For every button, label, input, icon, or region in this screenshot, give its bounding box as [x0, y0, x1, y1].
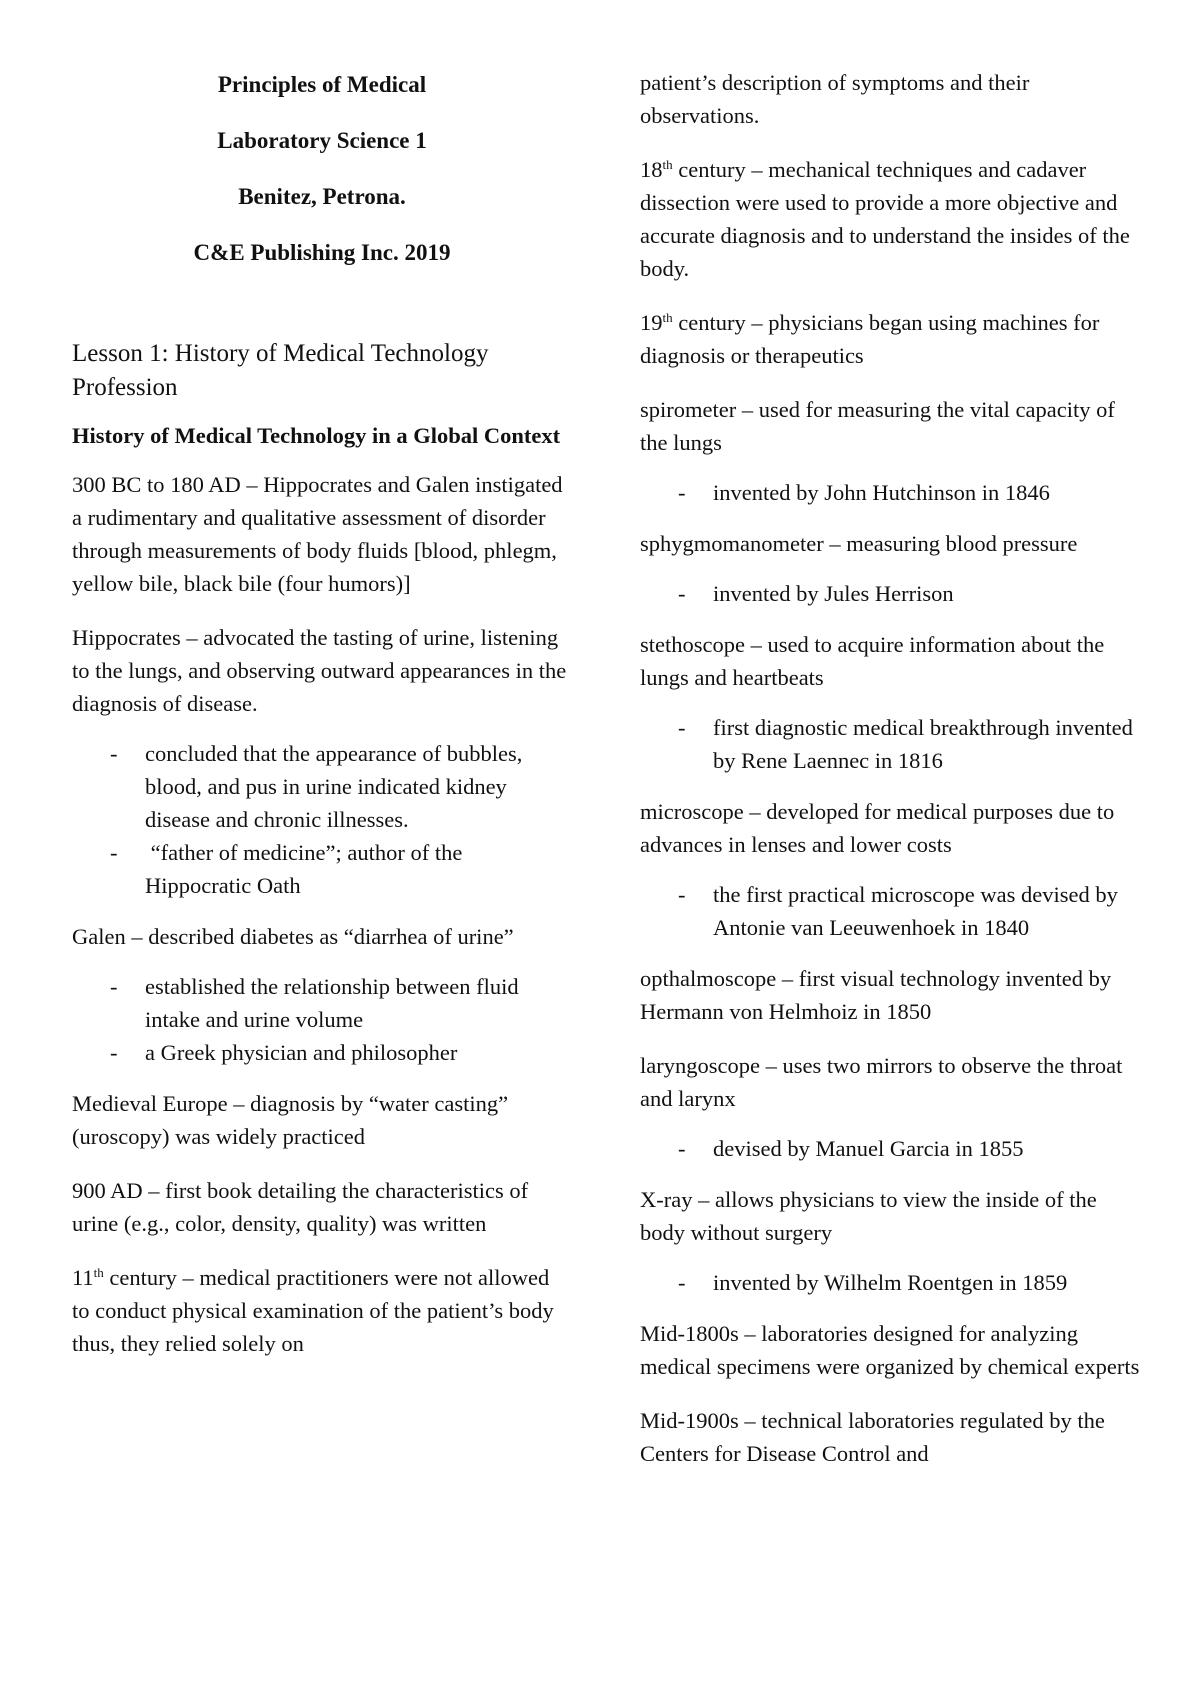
microscope-bullet-list	[640, 878, 1140, 944]
bullet-marker: -	[110, 1040, 118, 1065]
paragraph-19th-century	[640, 306, 1140, 372]
laryngoscope-bullet-list	[640, 1132, 1140, 1165]
century-number: 19	[640, 310, 663, 335]
paragraph-medieval: Medieval Europe – diagnosis by “water casting” (uroscopy) was widely practiced	[72, 1091, 509, 1149]
list-item	[640, 476, 1140, 509]
list-item	[640, 711, 1140, 777]
list-item-text: invented by John Hutchinson in 1846	[713, 480, 1050, 505]
paragraph-laryngoscope: laryngoscope – uses two mirrors to observe the throat and larynx	[640, 1053, 1123, 1111]
list-item-text: invented by Jules Herrison	[713, 581, 954, 606]
paragraph-sphygmomanometer: sphygmomanometer – measuring blood pressure	[640, 531, 1078, 556]
bullet-marker: -	[678, 581, 686, 606]
paragraph-300bc: 300 BC to 180 AD – Hippocrates and Galen instigated a rudimentary and qualitative assessment of disorder through measurements of body fluids [blood, phlegm, yellow bile, black bile (four humors)]	[72, 472, 563, 596]
spirometer-bullet-list	[640, 476, 1140, 509]
paragraph-galen: Galen – described diabetes as “diarrhea of urine”	[72, 924, 514, 949]
bullet-marker: -	[678, 1136, 686, 1161]
bullet-marker: -	[110, 741, 118, 766]
list-item	[640, 1132, 1140, 1165]
list-item-text: concluded that the appearance of bubbles, blood, and pus in urine indicated kidney disease and chronic illnesses.	[145, 741, 523, 832]
bullet-marker: -	[110, 974, 118, 999]
paragraph-text: century – mechanical techniques and cadaver dissection were used to provide a more objective and accurate diagnosis and to understand the insides of the body.	[640, 157, 1130, 281]
paragraph-opthalmoscope: opthalmoscope – first visual technology invented by Hermann von Helmhoiz in 1850	[640, 966, 1112, 1024]
bullet-marker: -	[678, 882, 686, 907]
paragraph-xray: X-ray – allows physicians to view the inside of the body without surgery	[640, 1187, 1097, 1245]
list-item	[640, 577, 1140, 610]
century-number: 18	[640, 157, 663, 182]
section-heading: History of Medical Technology in a Global Context	[72, 423, 561, 448]
title-line: C&E Publishing Inc. 2019	[193, 240, 451, 265]
paragraph-mid-1900s: Mid-1900s – technical laboratories regulated by the Centers for Disease Control and	[640, 1408, 1105, 1466]
document-title	[72, 68, 572, 269]
ordinal-superscript: th	[662, 310, 673, 325]
right-column	[640, 68, 1140, 1491]
title-line: Benitez, Petrona.	[238, 184, 406, 209]
stethoscope-bullet-list	[640, 711, 1140, 777]
paragraph-text: century – medical practitioners were not allowed to conduct physical examination of the patient’s body thus, they relied solely on	[72, 1265, 554, 1356]
list-item	[72, 1036, 572, 1069]
paragraph-hippocrates: Hippocrates – advocated the tasting of urine, listening to the lungs, and observing outward appearances in the diagnosis of disease.	[72, 625, 567, 716]
ordinal-superscript: th	[662, 157, 673, 172]
list-item	[72, 737, 572, 836]
paragraph-stethoscope: stethoscope – used to acquire information about the lungs and heartbeats	[640, 632, 1105, 690]
ordinal-superscript: th	[93, 1265, 104, 1280]
list-item-text: first diagnostic medical breakthrough invented by Rene Laennec in 1816	[713, 715, 1133, 773]
list-item	[640, 878, 1140, 944]
left-column	[72, 68, 572, 1381]
list-item	[640, 1266, 1140, 1299]
paragraph-mid-1800s: Mid-1800s – laboratories designed for analyzing medical specimens were organized by chemical experts	[640, 1321, 1140, 1379]
list-item-text: devised by Manuel Garcia in 1855	[713, 1136, 1024, 1161]
paragraph-spirometer: spirometer – used for measuring the vital capacity of the lungs	[640, 397, 1115, 455]
lesson-title: Lesson 1: History of Medical Technology Profession	[72, 340, 489, 401]
list-item-text: invented by Wilhelm Roentgen in 1859	[713, 1270, 1068, 1295]
galen-bullet-list	[72, 970, 572, 1069]
xray-bullet-list	[640, 1266, 1140, 1299]
hippocrates-bullet-list	[72, 737, 572, 902]
list-item	[72, 836, 572, 902]
paragraph-900ad: 900 AD – first book detailing the characteristics of urine (e.g., color, density, quality) was written	[72, 1178, 529, 1236]
paragraph-microscope: microscope – developed for medical purposes due to advances in lenses and lower costs	[640, 799, 1115, 857]
list-item-text: established the relationship between fluid intake and urine volume	[145, 974, 519, 1032]
sphygmomanometer-bullet-list	[640, 577, 1140, 610]
paragraph-18th-century	[640, 153, 1140, 285]
century-number: 11	[72, 1265, 94, 1290]
list-item	[72, 970, 572, 1036]
bullet-marker: -	[110, 840, 118, 865]
list-item-text: a Greek physician and philosopher	[145, 1040, 458, 1065]
title-line: Laboratory Science 1	[217, 128, 427, 153]
bullet-marker: -	[678, 480, 686, 505]
bullet-marker: -	[678, 715, 686, 740]
bullet-marker: -	[678, 1270, 686, 1295]
title-line: Principles of Medical	[217, 72, 427, 97]
paragraph-11th-century	[72, 1261, 572, 1360]
paragraph-continuation: patient’s description of symptoms and their observations.	[640, 70, 1030, 128]
paragraph-text: century – physicians began using machines for diagnosis or therapeutics	[640, 310, 1100, 368]
list-item-text: “father of medicine”; author of the Hippocratic Oath	[145, 840, 468, 898]
list-item-text: the first practical microscope was devised by Antonie van Leeuwenhoek in 1840	[713, 882, 1118, 940]
